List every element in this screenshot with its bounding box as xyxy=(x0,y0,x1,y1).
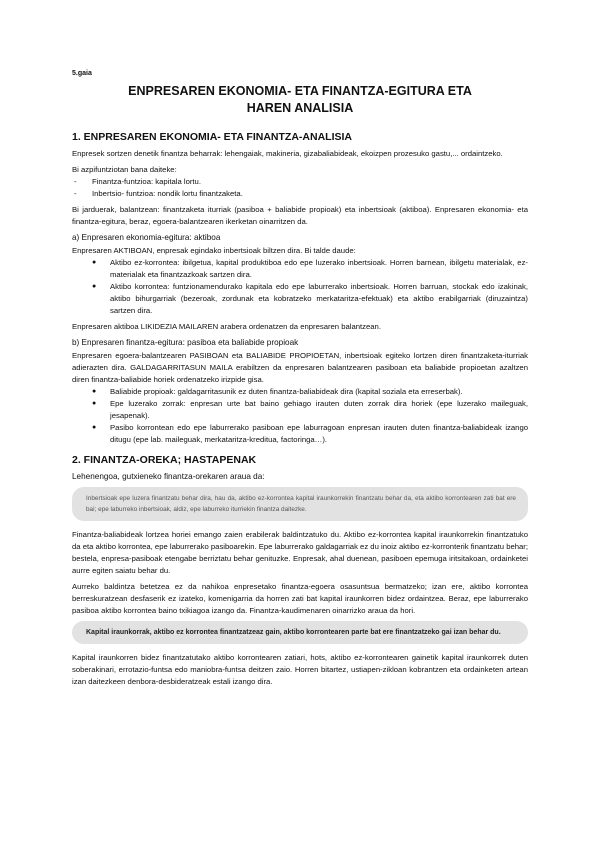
section-2-paragraph-2: Aurreko baldintza betetzea ez da nahikoa enpresetako finantza-egoera osasuntsua bermatzeko; izan ere, aktibo korrontea berreskuratzean desfaserik ez izateko, komenigarria da horren zati bat kapital iraunkorren bidez ordaintzea. Beraz, epe laburrerako pasiboa aktibo korrontea baino txikiagoa izango da. Finantza-kaudimenaren oinarrizko araua da hori. xyxy=(72,582,528,615)
liabilities-list xyxy=(72,386,528,446)
assets-list xyxy=(72,257,528,317)
rule-box-1-text: Inbertsioak epe luzera finantzatu behar dira, hau da, aktibo ez-korrontea kapital iraunkorrekin finantzatu behar da, eta aktibo korrontearen zati bat ere bai; epe laburreko inbertsioak, aldiz, epe laburreko iturriekin finantza daitezke. xyxy=(86,495,516,513)
list-item xyxy=(72,188,528,200)
dash-marker: - xyxy=(74,189,77,198)
section-2-paragraph-3: Kapital iraunkorren bidez finantzatutako aktibo korrontearen zatiari, hots, aktibo ez-korrontearen gainetik kapital iraunkorrek duten soberakinari, errotazio-funtsa edo maniobra-funtsa deitzen zaio. Horren bitartez, ustiapen-zikloan kobrantzen eta ordainketen artean izan daitezkeen denbora-desbideratzeak estali izango dira. xyxy=(72,653,528,686)
list-item-text: Aktibo korrontea: funtzionamendurako kapitala edo epe laburrerako inbertsioak. Horren barruan, stockak edo izakinak, aktibo bihurgarriak (bezeroak, zordunak eta kobratzeko merkataritza-efektuak) eta aktibo erabilgarriak (diruzaintza) sartzen dira. xyxy=(110,282,528,315)
subsection-a-closing: Enpresaren aktiboa LIKIDEZIA MAILAREN arabera ordenatzen da enpresaren balantzean. xyxy=(72,322,381,331)
list-item xyxy=(72,386,528,398)
section-2-paragraph-1: Finantza-baliabideak lortzea horiei emango zaien erabilerak baldintzatuko du. Aktibo ez-korrontea kapital iraunkorrekin finantzatuko da eta aktibo korrontea, epe laburrerako pasiboarekin. Epe laburrerako galdagarriak ez du inoiz aktibo ez-korronterik finantzatu behar; bestela, enpresa-pasiboak etengabe berriztatu behar genituzke. Enpresak, ahal duenean, pasiboen epemuga iritsitakoan, ordainketei aurre egiten saiatu behar du. xyxy=(72,530,528,575)
subsection-a-intro: Enpresaren AKTIBOAN, enpresak egindako inbertsioak biltzen dira. Bi talde daude: xyxy=(72,246,356,255)
section-2-heading: 2. FINANTZA-OREKA; HASTAPENAK xyxy=(72,454,257,466)
rule-box-2 xyxy=(72,621,528,644)
rule-box-2-text: Kapital iraunkorrak, aktibo ez korrontea finantzatzeaz gain, aktibo korrontearen parte bat ere finantzatzeko gai izan behar du. xyxy=(86,629,501,636)
list-item-text: Pasibo korrontean edo epe laburrerako pasiboan epe laburragoan enpresan irauten duten finantza-baliabideak izango ditugu (epe lab. maileguak, merkataritza-kreditua, factoringa…). xyxy=(110,423,528,444)
list-item-text: Finantza-funtzioa: kapitala lortu. xyxy=(92,177,201,186)
page-title xyxy=(72,83,528,117)
list-item-text: Baliabide propioak: galdagarritasunik ez duten finantza-baliabideak dira (kapital soziala eta erreserbak). xyxy=(110,387,463,396)
subfunctions-list xyxy=(72,176,528,200)
list-item xyxy=(72,398,528,422)
bullet-marker: ● xyxy=(92,424,97,431)
list-item xyxy=(72,281,528,317)
list-item-text: Epe luzerako zorrak: enpresan urte bat baino gehiago irauten duten zorrak dira horiek (epe luzerako maileguak, jesapenak). xyxy=(110,399,528,420)
activities-paragraph: Bi jarduerak, balantzean: finantzaketa iturriak (pasiboa + baliabide propioak) eta inbertsioak (aktiboa). Enpresaren ekonomia- eta finantza-egitura, beraz, egoera-balantzearen ikerketan oinarritzen da. xyxy=(72,205,528,226)
title-line-1: ENPRESAREN EKONOMIA- ETA FINANTZA-EGITURA ETA xyxy=(128,84,472,98)
bullet-marker: ● xyxy=(92,283,97,290)
subsection-b-heading: b) Enpresaren finantza-egitura: pasiboa eta baliabide propioak xyxy=(72,338,299,347)
list-item-text: Inbertsio- funtzioa: nondik lortu finantzaketa. xyxy=(92,189,243,198)
list-item xyxy=(72,257,528,281)
title-line-2: HAREN ANALISIA xyxy=(246,101,354,115)
subfunctions-intro: Bi azpifuntziotan bana daiteke: xyxy=(72,165,177,174)
section-1-heading: 1. ENPRESAREN EKONOMIA- ETA FINANTZA-ANALISIA xyxy=(72,131,353,143)
rule-box-1 xyxy=(72,487,528,521)
section-2-subheading: Lehenengoa, gutxieneko finantza-orekaren araua da: xyxy=(72,472,265,481)
list-item xyxy=(72,422,528,446)
page-tag: 5.gaia xyxy=(72,70,92,77)
bullet-marker: ● xyxy=(92,259,97,266)
bullet-marker: ● xyxy=(92,388,97,395)
list-item-text: Aktibo ez-korrontea: ibilgetua, kapital produktiboa edo epe luzerako inbertsioak. Horren barnean, ibilgetu materialak, ez-materialak eta finantzazkoak sartzen dira. xyxy=(110,258,528,279)
subsection-b-intro: Enpresaren egoera-balantzearen PASIBOAN eta BALIABIDE PROPIOETAN, inbertsioak egiteko lortzen diren finantzaketa-iturriak adierazten dira. GALDAGARRITASUN MAILA erabiltzen da enpresaren balantzearen pasiboan eta baliabide propioetan azaltzen diren finantza-baliabide horiek ordenatzeko irizpide gisa. xyxy=(72,351,528,384)
section-1-intro: Enpresek sortzen denetik finantza beharrak: lehengaiak, makineria, gizabaliabideak, ekoizpen prozesuko gastu,... ordaintzeko. xyxy=(72,149,503,158)
document-page xyxy=(72,70,528,692)
subsection-a-heading: a) Enpresaren ekonomia-egitura: aktiboa xyxy=(72,233,221,242)
dash-marker: - xyxy=(74,177,77,186)
list-item xyxy=(72,176,528,188)
bullet-marker: ● xyxy=(92,400,97,407)
